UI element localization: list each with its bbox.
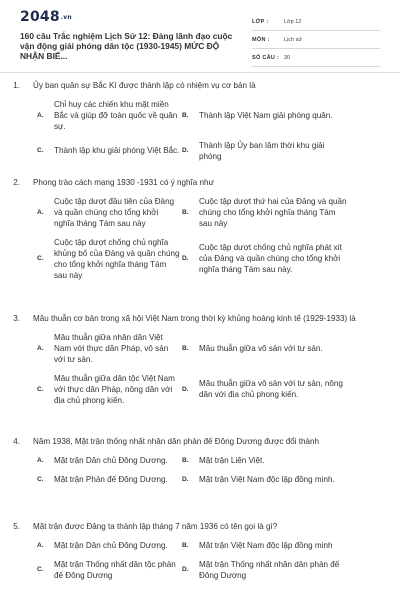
option-letter: B. — [182, 456, 189, 464]
option-d[interactable] — [180, 237, 360, 281]
option-a[interactable] — [0, 540, 180, 551]
document-title: 160 câu Trắc nghiệm Lịch Sử 12: Đảng lãnh đạo cuộc vận động giải phóng dân tộc (1930-1945) MỨC ĐỘ NHẬN BIẾ... — [20, 31, 233, 61]
option-b[interactable] — [180, 196, 360, 229]
question-4 — [0, 436, 400, 493]
question-text: Phong trào cách mạng 1930 -1931 có ý nghĩa như — [33, 178, 214, 187]
option-text: Cuộc tập dượt chống chủ nghĩa phát xít của Đảng và quần chúng cho tổng khởi nghĩa tháng Tám sau này. — [199, 243, 343, 274]
option-text: Mâu thuẫn giữa nhân dân Việt Nam với thực dân Pháp, vô sản với tư sản. — [54, 332, 169, 364]
question-5 — [0, 521, 400, 589]
site-logo[interactable] — [20, 9, 72, 25]
option-c[interactable] — [0, 373, 180, 406]
option-letter: A. — [37, 344, 44, 352]
option-d[interactable] — [180, 140, 360, 162]
option-letter: C. — [37, 147, 44, 154]
logo-main: 2048 — [20, 9, 60, 25]
option-a[interactable] — [0, 455, 180, 466]
option-text: Mâu thuẫn giữa dân tộc Việt Nam với thực dân Pháp, nông dân với địa chủ phong kiến. — [54, 373, 175, 405]
option-letter: A. — [37, 111, 44, 119]
option-c[interactable] — [0, 474, 180, 485]
meta-count-row — [252, 49, 380, 67]
option-letter: C. — [37, 255, 44, 262]
question-1 — [0, 80, 400, 170]
question-text: Mặt trận được Đảng ta thành lập tháng 7 năm 1936 có tên gọi là gì? — [33, 522, 278, 531]
option-a[interactable] — [0, 99, 180, 132]
header — [0, 0, 400, 66]
meta-count-label: SỐ CÂU : — [252, 54, 280, 61]
option-letter: D. — [182, 147, 189, 154]
option-text: Cuộc tập dượt chống chủ nghĩa khủng bố của Đảng và quần chúng cho tổng khởi nghĩa tháng Tám sau này — [54, 237, 180, 280]
option-text: Mâu thuẫn giữa vô sản với tư sản, nông dân với địa chủ phong kiến. — [199, 379, 343, 399]
option-d[interactable] — [180, 474, 360, 485]
question-2 — [0, 177, 400, 289]
question-number: 4. — [13, 437, 20, 446]
meta-grade-value: Lớp 12 — [284, 18, 302, 25]
option-b[interactable] — [180, 99, 360, 132]
option-d[interactable] — [180, 373, 360, 406]
option-text: Cuộc tập dượt đầu tiên của Đảng và quần chúng cho tổng khởi nghĩa tháng Tám sau này — [54, 196, 175, 228]
option-letter: B. — [182, 111, 189, 119]
option-text: Mặt trận Thống nhất dân tộc phản đế Đông Dương — [54, 559, 176, 580]
option-letter: A. — [37, 541, 44, 549]
option-text: Mặt trận Thống nhất nhân dân phản đế Đông Dương — [199, 559, 340, 580]
question-3 — [0, 313, 400, 414]
option-text: Mâu thuẫn giữa vô sản với tư sản. — [199, 343, 323, 353]
option-letter: A. — [37, 456, 44, 464]
question-number: 2. — [13, 178, 20, 187]
question-text: Ủy ban quân sự Bắc Kì được thành lập có nhiệm vụ cơ bản là — [33, 81, 256, 90]
option-letter: B. — [182, 344, 189, 352]
meta-info — [252, 13, 380, 67]
option-letter: C. — [37, 475, 44, 483]
meta-subject-value: Lịch sử — [284, 36, 303, 43]
option-text: Mặt trận Dân chủ Đông Dương. — [54, 540, 168, 550]
header-divider — [0, 72, 400, 73]
option-letter: D. — [182, 566, 189, 573]
option-d[interactable] — [180, 559, 360, 581]
option-text: Thành lập Việt Nam giải phóng quân. — [199, 110, 333, 120]
option-letter: C. — [37, 566, 44, 573]
option-text: Cuộc tập dượt thứ hai của Đảng và quần chúng cho tổng khởi nghĩa tháng Tám sau này — [199, 196, 347, 228]
option-text: Chỉ huy các chiến khu mặt miền Bắc và giúp đỡ toàn quốc về quân sự. — [54, 99, 178, 131]
option-letter: D. — [182, 475, 189, 483]
option-c[interactable] — [0, 559, 180, 581]
question-number: 3. — [13, 314, 20, 323]
question-text: Năm 1938, Mặt trận thống nhất nhân dân phản đế Đông Dương được đổi thành — [33, 437, 320, 446]
logo-suffix: .vn — [60, 13, 72, 21]
question-number: 1. — [13, 81, 20, 90]
option-letter: B. — [182, 541, 189, 549]
option-text: Mặt trận Dân chủ Đông Dương. — [54, 455, 168, 465]
meta-subject-label: MÔN : — [252, 36, 270, 43]
option-b[interactable] — [180, 332, 360, 365]
option-letter: D. — [182, 385, 189, 393]
option-b[interactable] — [180, 540, 360, 551]
question-text: Mâu thuẫn cơ bản trong xã hội Việt Nam trong thời kỳ khủng hoảng kinh tế (1929-1933) là — [33, 314, 356, 323]
meta-count-value: 30 — [284, 54, 291, 61]
option-letter: D. — [182, 255, 189, 262]
option-text: Mặt trận Việt Nam độc lập đồng minh. — [199, 474, 335, 484]
option-text: Mặt trận Liên Việt. — [199, 455, 265, 465]
question-number: 5. — [13, 522, 20, 531]
meta-grade-row — [252, 13, 380, 31]
option-text: Thành lập Ủy ban lâm thời khu giải phóng — [199, 140, 325, 161]
option-letter: A. — [37, 208, 44, 216]
meta-subject-row — [252, 31, 380, 49]
option-letter: C. — [37, 385, 44, 393]
option-text: Mặt trận Việt Nam độc lập đồng minh — [199, 540, 333, 550]
option-c[interactable] — [0, 140, 180, 162]
option-b[interactable] — [180, 455, 360, 466]
option-a[interactable] — [0, 332, 180, 365]
option-c[interactable] — [0, 237, 180, 281]
option-text: Mặt trận Phản đế Đông Dương. — [54, 474, 168, 484]
option-text: Thành lập khu giải phóng Việt Bắc. — [54, 146, 180, 155]
meta-grade-label: LỚP : — [252, 18, 269, 25]
option-letter: B. — [182, 208, 189, 216]
option-a[interactable] — [0, 196, 180, 229]
